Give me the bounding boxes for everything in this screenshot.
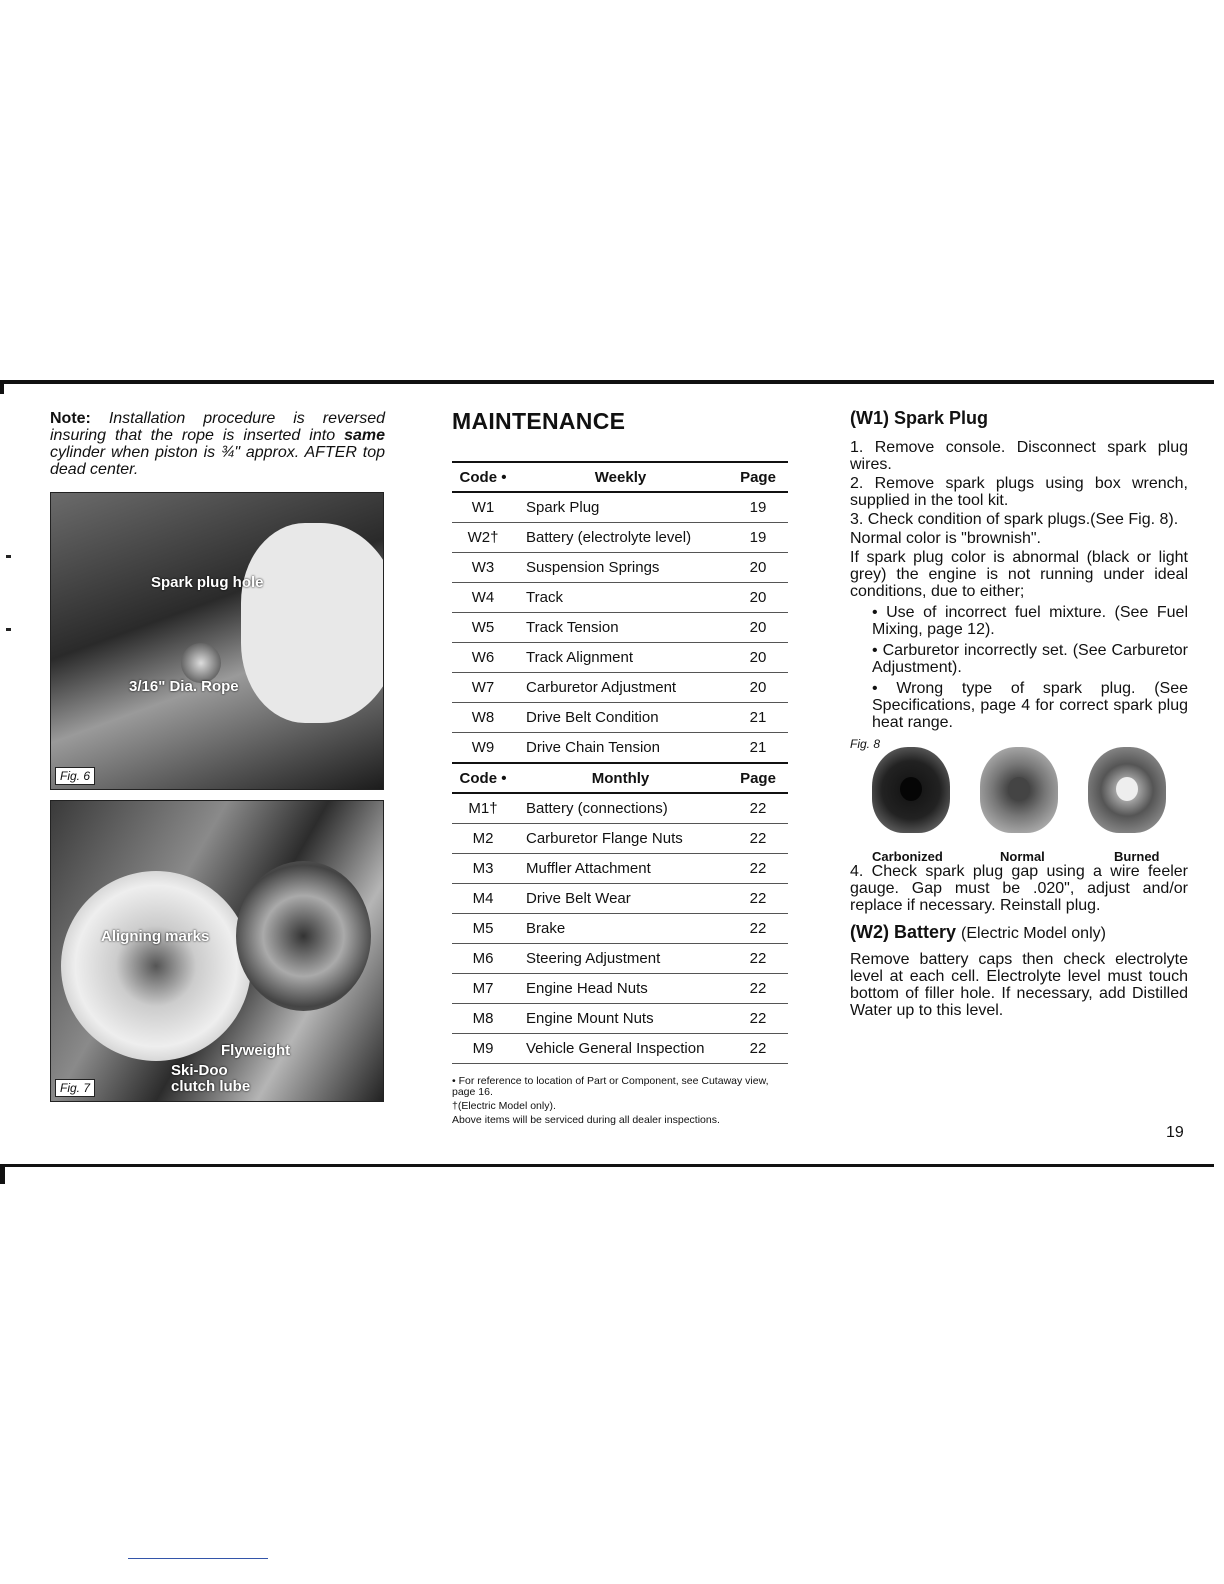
header-code: Code • xyxy=(452,462,514,492)
left-column xyxy=(50,410,385,478)
step-2: 2. Remove spark plugs using box wrench, supplied in the tool kit. xyxy=(850,475,1188,509)
page-cell: 22 xyxy=(728,793,788,824)
w2-title: (W2) Battery xyxy=(850,922,957,942)
battery-text: Remove battery caps then check electrolyte level at each cell. Electrolyte level must touch bottom of filler hole. If necessary, add Distilled Water up to this level. xyxy=(850,951,1188,1019)
monthly-rows xyxy=(452,793,788,1064)
code-cell: M4 xyxy=(452,884,514,914)
spark-plug-hole-shape xyxy=(181,643,221,683)
flyweight-shape xyxy=(236,861,371,1011)
table-row xyxy=(452,974,788,1004)
page-cell: 20 xyxy=(728,673,788,703)
page-cell: 22 xyxy=(728,974,788,1004)
item-cell: Drive Belt Condition xyxy=(514,703,728,733)
table-row xyxy=(452,1034,788,1064)
footnotes xyxy=(452,1076,788,1126)
w2-paren: (Electric Model only) xyxy=(961,925,1106,942)
item-cell: Vehicle General Inspection xyxy=(514,1034,728,1064)
bullet-item: • Carburetor incorrectly set. (See Carburetor Adjustment). xyxy=(872,642,1188,676)
code-cell: W4 xyxy=(452,583,514,613)
header-page: Page xyxy=(728,763,788,793)
maintenance-table xyxy=(452,461,788,1064)
abnormal-color: If spark plug color is abnormal (black or light grey) the engine is not running under ideal conditions, due to either; xyxy=(850,549,1188,600)
code-cell: M2 xyxy=(452,824,514,854)
item-cell: Track xyxy=(514,583,728,613)
code-cell: W7 xyxy=(452,673,514,703)
item-cell: Muffler Attachment xyxy=(514,854,728,884)
code-cell: W2† xyxy=(452,523,514,553)
footer-line xyxy=(128,1558,268,1559)
table-row xyxy=(452,733,788,764)
weekly-header-row xyxy=(452,462,788,492)
code-cell: W1 xyxy=(452,492,514,523)
top-rule-corner xyxy=(0,380,4,394)
table-row xyxy=(452,703,788,733)
code-cell: M6 xyxy=(452,944,514,974)
table-row xyxy=(452,793,788,824)
margin-mark xyxy=(6,555,11,558)
code-cell: W8 xyxy=(452,703,514,733)
page-cell: 22 xyxy=(728,914,788,944)
item-cell: Steering Adjustment xyxy=(514,944,728,974)
clutch-pulley-shape xyxy=(61,871,251,1061)
code-cell: W9 xyxy=(452,733,514,764)
w1-title: (W1) Spark Plug xyxy=(850,408,989,428)
page-cell: 22 xyxy=(728,884,788,914)
page-cell: 21 xyxy=(728,733,788,764)
page-cell: 19 xyxy=(728,523,788,553)
item-cell: Battery (connections) xyxy=(514,793,728,824)
w2-heading xyxy=(850,922,1188,943)
header-code: Code • xyxy=(452,763,514,793)
table-row xyxy=(452,673,788,703)
bullet-item: • Wrong type of spark plug. (See Specifications, page 4 for correct spark plug heat range. xyxy=(872,680,1188,731)
header-monthly: Monthly xyxy=(514,763,728,793)
code-cell: W3 xyxy=(452,553,514,583)
item-cell: Brake xyxy=(514,914,728,944)
normal-label: Normal xyxy=(1000,849,1045,864)
hand-shape xyxy=(241,523,384,723)
footnote: • For reference to location of Part or Component, see Cutaway view, page 16. xyxy=(452,1075,769,1098)
item-cell: Carburetor Flange Nuts xyxy=(514,824,728,854)
item-cell: Drive Chain Tension xyxy=(514,733,728,764)
bullet-item: • Use of incorrect fuel mixture. (See Fuel Mixing, page 12). xyxy=(872,604,1188,638)
page-cell: 20 xyxy=(728,643,788,673)
page-cell: 22 xyxy=(728,1034,788,1064)
fig8-tag: Fig. 8 xyxy=(850,737,881,751)
note-bold-word: same xyxy=(344,427,385,444)
step-3: 3. Check condition of spark plugs.(See Fig. 8). xyxy=(850,511,1179,528)
top-rule xyxy=(0,380,1214,384)
page-cell: 22 xyxy=(728,944,788,974)
table-row xyxy=(452,523,788,553)
header-page: Page xyxy=(728,462,788,492)
item-cell: Battery (electrolyte level) xyxy=(514,523,728,553)
page-cell: 20 xyxy=(728,553,788,583)
page-cell: 20 xyxy=(728,613,788,643)
fig7-photo xyxy=(50,800,384,1102)
normal-color: Normal color is "brownish". xyxy=(850,530,1041,547)
page-number: 19 xyxy=(1166,1124,1184,1141)
bottom-rule-corner xyxy=(0,1164,5,1184)
carbonized-plug-image xyxy=(872,747,950,833)
table-row xyxy=(452,944,788,974)
item-cell: Carburetor Adjustment xyxy=(514,673,728,703)
burned-plug-image xyxy=(1088,747,1166,833)
spark-plug-column xyxy=(850,408,1188,1021)
item-cell: Engine Head Nuts xyxy=(514,974,728,1004)
item-cell: Engine Mount Nuts xyxy=(514,1004,728,1034)
note-text-1: Installation procedure is reversed insuring that the rope is inserted into xyxy=(50,410,385,444)
table-row xyxy=(452,884,788,914)
maintenance-title: MAINTENANCE xyxy=(452,408,626,434)
rope-label: 3/16" Dia. Rope xyxy=(129,678,239,695)
table-row xyxy=(452,824,788,854)
page-cell: 22 xyxy=(728,1004,788,1034)
page-cell: 22 xyxy=(728,854,788,884)
fig6-photo xyxy=(50,492,384,790)
fig6-tag: Fig. 6 xyxy=(55,767,95,785)
carbonized-label: Carbonized xyxy=(872,849,943,864)
plug-core xyxy=(900,777,922,801)
monthly-header-row xyxy=(452,763,788,793)
step-1: 1. Remove console. Disconnect spark plug wires. xyxy=(850,439,1188,473)
item-cell: Spark Plug xyxy=(514,492,728,523)
page-cell: 20 xyxy=(728,583,788,613)
code-cell: M1† xyxy=(452,793,514,824)
spark-plug-hole-label: Spark plug hole xyxy=(151,574,264,591)
table-row xyxy=(452,583,788,613)
plug-core xyxy=(1008,777,1030,801)
page-cell: 21 xyxy=(728,703,788,733)
fig7-tag: Fig. 7 xyxy=(55,1079,95,1097)
table-row xyxy=(452,1004,788,1034)
code-cell: W5 xyxy=(452,613,514,643)
installation-note xyxy=(50,410,385,478)
fig8-spark-plugs xyxy=(850,737,1188,863)
code-cell: M8 xyxy=(452,1004,514,1034)
maintenance-column xyxy=(452,408,788,1129)
code-cell: W6 xyxy=(452,643,514,673)
header-weekly: Weekly xyxy=(514,462,728,492)
footnote: †(Electric Model only). xyxy=(452,1100,556,1112)
item-cell: Track Alignment xyxy=(514,643,728,673)
normal-plug-image xyxy=(980,747,1058,833)
clutch-lube-label: Ski-Doo clutch lube xyxy=(171,1062,251,1095)
page-cell: 22 xyxy=(728,824,788,854)
code-cell: M3 xyxy=(452,854,514,884)
weekly-rows xyxy=(452,492,788,763)
aligning-marks-label: Aligning marks xyxy=(101,928,210,945)
table-row xyxy=(452,492,788,523)
page-cell: 19 xyxy=(728,492,788,523)
bottom-rule xyxy=(0,1164,1214,1167)
table-row xyxy=(452,613,788,643)
code-cell: M7 xyxy=(452,974,514,1004)
margin-mark xyxy=(6,628,11,631)
step-4: 4. Check spark plug gap using a wire feeler gauge. Gap must be .020", adjust and/or replace if necessary. Reinstall plug. xyxy=(850,863,1188,914)
item-cell: Track Tension xyxy=(514,613,728,643)
code-cell: M9 xyxy=(452,1034,514,1064)
burned-label: Burned xyxy=(1114,849,1160,864)
item-cell: Drive Belt Wear xyxy=(514,884,728,914)
code-cell: M5 xyxy=(452,914,514,944)
table-row xyxy=(452,914,788,944)
note-text-2: cylinder when piston is ¾" approx. AFTER top dead center. xyxy=(50,444,385,478)
footnote: Above items will be serviced during all dealer inspections. xyxy=(452,1114,720,1126)
table-row xyxy=(452,854,788,884)
item-cell: Suspension Springs xyxy=(514,553,728,583)
table-row xyxy=(452,643,788,673)
table-row xyxy=(452,553,788,583)
flyweight-label: Flyweight xyxy=(221,1042,291,1059)
note-label: Note: xyxy=(50,410,91,427)
plug-core xyxy=(1116,777,1138,801)
